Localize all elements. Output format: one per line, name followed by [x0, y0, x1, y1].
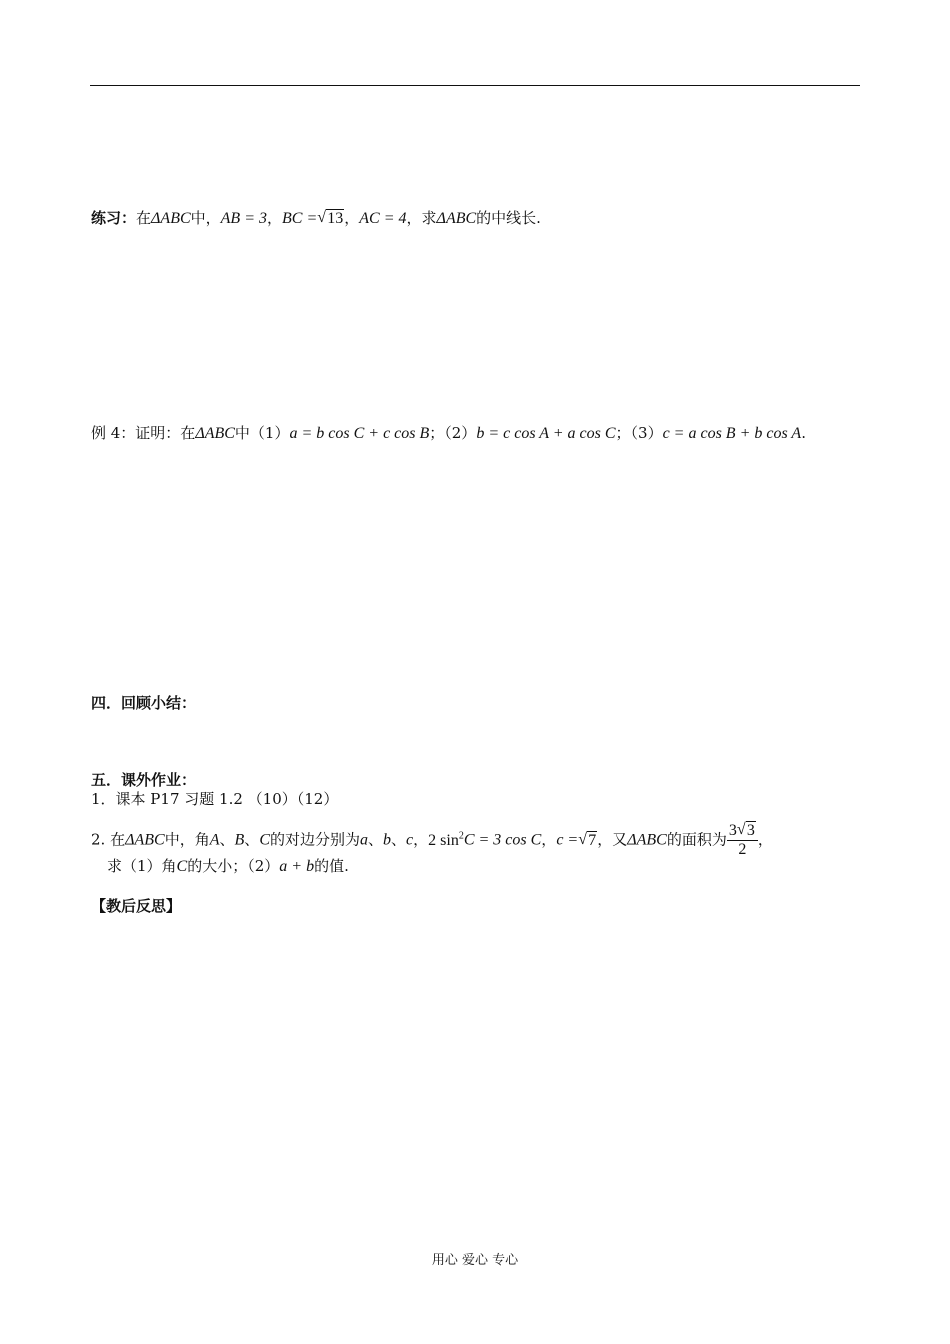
equation-1: a = b cos C + c cos B	[289, 425, 430, 442]
eq-sin-lhs	[428, 832, 464, 849]
text: 、	[244, 830, 260, 849]
text: ，又	[597, 830, 628, 849]
sqrt-7	[578, 831, 597, 851]
var-c: c	[406, 831, 414, 849]
var-c-upper: C	[259, 831, 270, 849]
equation-3: c = a cos B + b cos A	[662, 425, 802, 442]
text: 的面积为	[666, 830, 727, 849]
triangle-abc: ΔABC	[151, 210, 191, 227]
var-c-upper: C	[176, 858, 188, 875]
triangle-abc: ΔABC	[125, 831, 165, 849]
example4-label: 例 4：证明：在	[91, 424, 196, 442]
text: 2 sin	[428, 831, 459, 849]
text: 的大小；（2）	[187, 857, 280, 875]
fraction-area	[727, 822, 758, 859]
example4-line	[91, 423, 806, 444]
eq-ab: AB = 3	[220, 210, 267, 227]
text: ，	[344, 209, 360, 227]
text: 、	[368, 830, 384, 849]
text: 2. 在	[91, 830, 126, 849]
triangle-abc: ΔABC	[195, 425, 235, 442]
text: 的值.	[314, 857, 349, 875]
var-a: a	[360, 831, 368, 849]
eq-cos-rhs: C = 3 cos C	[463, 831, 542, 849]
eq-ac: AC = 4	[359, 210, 407, 227]
text: ；（3）	[615, 424, 663, 442]
var-a-upper: A	[209, 831, 220, 849]
text: 中，角	[164, 830, 210, 849]
text: 中，	[190, 209, 221, 227]
homework-item-2-line2	[107, 856, 349, 877]
sqrt-3	[737, 822, 756, 840]
fraction-numerator	[727, 822, 758, 841]
text: 的中线长.	[476, 209, 541, 227]
triangle-abc: ΔABC	[436, 210, 477, 227]
text: 在	[136, 209, 152, 227]
text: 的对边分别为	[269, 830, 360, 849]
text: 、	[219, 830, 235, 849]
header-rule	[90, 85, 860, 86]
text: ，	[757, 830, 773, 849]
text: ，求	[406, 209, 437, 227]
expr-a-plus-b: a + b	[279, 858, 315, 875]
text: 中（1）	[234, 424, 290, 442]
section-5-title: 五．课外作业：	[91, 771, 197, 789]
fraction-denominator: 2	[738, 841, 747, 858]
var-b-upper: B	[234, 831, 245, 849]
radicand: 3	[746, 822, 755, 839]
sqrt-13	[317, 209, 344, 229]
text: 求（1）角	[107, 857, 177, 875]
triangle-abc: ΔABC	[627, 831, 667, 849]
text: ，	[541, 830, 557, 849]
text: 3	[728, 822, 737, 839]
homework-item-2	[91, 822, 773, 859]
radicand: 13	[327, 210, 344, 227]
page-footer: 用心 爱心 专心	[431, 1253, 519, 1268]
eq-c-lhs: c =	[556, 831, 579, 849]
superscript: 2	[458, 830, 464, 842]
text: ；（2）	[429, 424, 477, 442]
radicand: 7	[588, 831, 597, 849]
practice-line	[91, 208, 541, 229]
var-b: b	[383, 831, 392, 849]
text: .	[801, 424, 806, 442]
eq-bc-lhs: BC =	[282, 210, 318, 227]
practice-label: 练习：	[91, 209, 137, 227]
section-4-title: 四．回顾小结：	[91, 694, 197, 712]
text: 、	[391, 830, 407, 849]
homework-item-1: 1．课本 P17 习题 1.2 （10）（12）	[91, 790, 339, 808]
equation-2: b = c cos A + a cos C	[476, 425, 616, 442]
text: ，	[413, 830, 429, 849]
reflection-title: 【教后反思】	[91, 897, 182, 915]
text: ，	[267, 209, 283, 227]
